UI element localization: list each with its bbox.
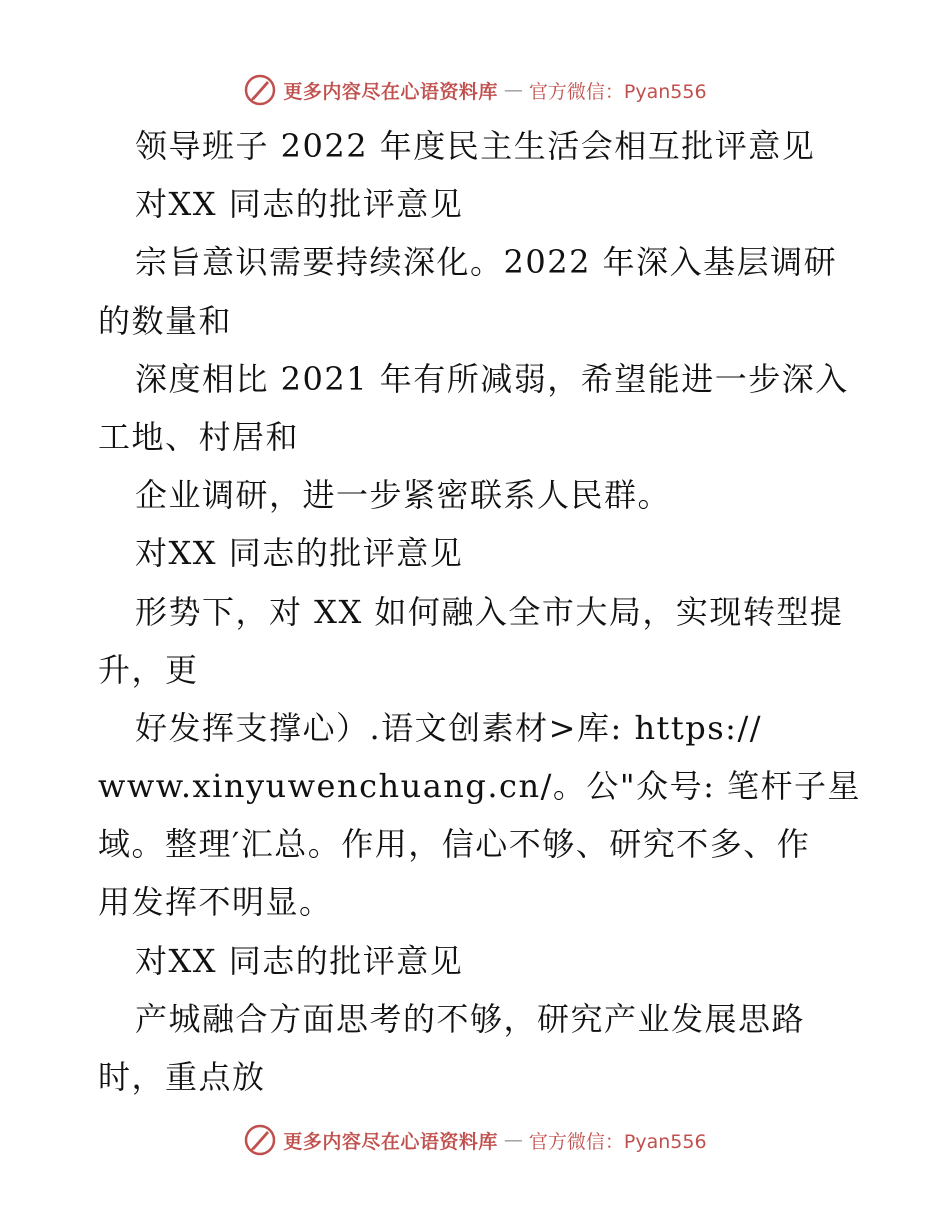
text-line: 用发挥不明显。 [98, 883, 333, 922]
quill-logo-icon [243, 73, 277, 107]
banner-wechat-id: 官方微信：Pyan556 [528, 1130, 707, 1153]
text-line: 工地、村居和 [98, 417, 300, 456]
text-line: 对XX 同志的批评意见 [135, 185, 464, 224]
text-line: 对XX 同志的批评意见 [135, 534, 464, 573]
text-line: 宗旨意识需要持续深化。2022 年深入基层调研 [135, 243, 838, 282]
footer-banner [0, 1120, 950, 1160]
banner-title: 更多内容尽在心语资料库 [283, 1130, 498, 1153]
text-line: 深度相比 2021 年有所减弱，希望能进一步深入 [135, 359, 849, 398]
banner-separator: — [503, 79, 523, 101]
text-line: 领导班子 2022 年度民主生活会相互批评意见 [135, 127, 816, 165]
quill-logo-icon [243, 1123, 277, 1157]
banner-separator: — [503, 1129, 523, 1151]
text-line: 升，更 [98, 650, 199, 689]
text-line: 形势下，对 XX 如何融入全市大局，实现转型提 [135, 592, 844, 631]
text-line: 好发挥支撑心）.语文创素材>库: https:// [135, 708, 763, 747]
banner-title: 更多内容尽在心语资料库 [283, 80, 498, 103]
text-line: 域。整理′汇总。作用，信心不够、研究不多、作 [98, 825, 811, 864]
text-line: 企业调研，进一步紧密联系人民群。 [135, 476, 672, 515]
text-line: 产城融合方面思考的不够，研究产业发展思路 [135, 999, 806, 1038]
text-line: 时，重点放 [98, 1058, 266, 1096]
text-line: www.xinyuwenchuang.cn/。公"众号: 笔杆子星 [98, 767, 862, 806]
text-line: 的数量和 [98, 301, 233, 340]
text-line: 对XX 同志的批评意见 [135, 941, 464, 980]
banner-wechat-id: 官方微信：Pyan556 [528, 80, 707, 103]
header-banner [0, 70, 950, 110]
document-body [98, 117, 862, 1106]
